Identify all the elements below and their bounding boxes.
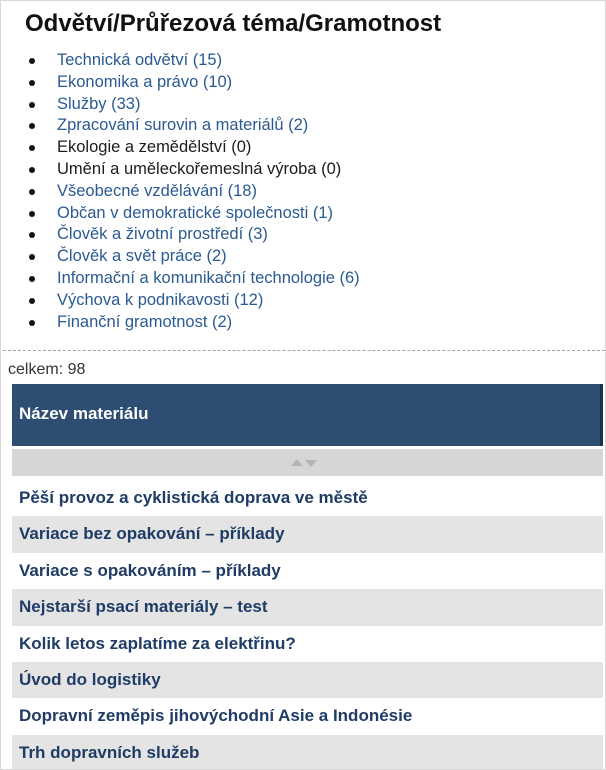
category-item — [26, 312, 360, 334]
category-item — [26, 290, 360, 312]
bullet-icon — [29, 298, 35, 304]
table-body — [12, 480, 603, 770]
table-row[interactable]: Variace bez opakování – příklady — [12, 516, 603, 552]
bullet-icon — [29, 276, 35, 282]
bullet-icon — [29, 232, 35, 238]
sort-ascending-icon[interactable] — [291, 459, 303, 466]
column-header-title[interactable]: Název materiálu — [12, 384, 603, 446]
bullet-icon — [29, 145, 35, 151]
category-link[interactable]: Technická odvětví (15) — [57, 51, 223, 69]
category-item — [26, 268, 360, 290]
category-item — [26, 137, 360, 159]
bullet-icon — [29, 254, 35, 260]
divider — [3, 350, 605, 351]
category-link[interactable]: Informační a komunikační technologie (6) — [57, 268, 360, 287]
category-item — [26, 94, 360, 116]
category-item — [26, 50, 360, 72]
table-row[interactable]: Trh dopravních služeb — [12, 735, 603, 770]
bullet-icon — [29, 320, 35, 326]
category-item — [26, 159, 360, 181]
category-item — [26, 115, 360, 137]
bullet-icon — [29, 211, 35, 217]
total-count: celkem: 98 — [8, 361, 86, 378]
bullet-icon — [29, 167, 35, 173]
category-link[interactable]: Zpracování surovin a materiálů (2) — [57, 116, 309, 135]
bullet-icon — [29, 189, 35, 195]
category-list — [26, 50, 360, 333]
category-link[interactable]: Všeobecné vzdělávání (18) — [57, 181, 257, 200]
category-link[interactable]: Finanční gramotnost (2) — [57, 312, 233, 331]
table-row[interactable]: Pěší provoz a cyklistická doprava ve městě — [12, 480, 603, 516]
category-link[interactable]: Umění a uměleckořemeslná výroba (0) — [57, 159, 342, 178]
bullet-icon — [29, 58, 35, 64]
category-link[interactable]: Člověk a životní prostředí (3) — [57, 225, 268, 244]
category-item — [26, 203, 360, 225]
page-title: Odvětví/Průřezová téma/Gramotnost — [25, 10, 442, 37]
sort-control[interactable] — [12, 449, 603, 476]
table-row[interactable]: Variace s opakováním – příklady — [12, 553, 603, 589]
sort-descending-icon[interactable] — [305, 460, 317, 467]
table-row[interactable]: Úvod do logistiky — [12, 662, 603, 698]
category-link[interactable]: Člověk a svět práce (2) — [57, 247, 227, 266]
category-link[interactable]: Občan v demokratické společnosti (1) — [57, 203, 334, 222]
category-link[interactable]: Ekologie a zemědělství (0) — [57, 138, 252, 157]
category-item — [26, 72, 360, 94]
table-row[interactable]: Nejstarší psací materiály – test — [12, 589, 603, 625]
category-item — [26, 181, 360, 203]
bullet-icon — [29, 102, 35, 108]
table-row[interactable]: Kolik letos zaplatíme za elektřinu? — [12, 626, 603, 662]
bullet-icon — [29, 123, 35, 129]
table-row[interactable]: Dopravní zeměpis jihovýchodní Asie a Indonésie — [12, 698, 603, 734]
category-item — [26, 246, 360, 268]
category-link[interactable]: Služby (33) — [57, 94, 141, 113]
materials-table — [12, 384, 603, 770]
category-link[interactable]: Ekonomika a právo (10) — [57, 72, 233, 91]
category-link[interactable]: Výchova k podnikavosti (12) — [57, 290, 264, 309]
category-item — [26, 224, 360, 246]
bullet-icon — [29, 80, 35, 86]
